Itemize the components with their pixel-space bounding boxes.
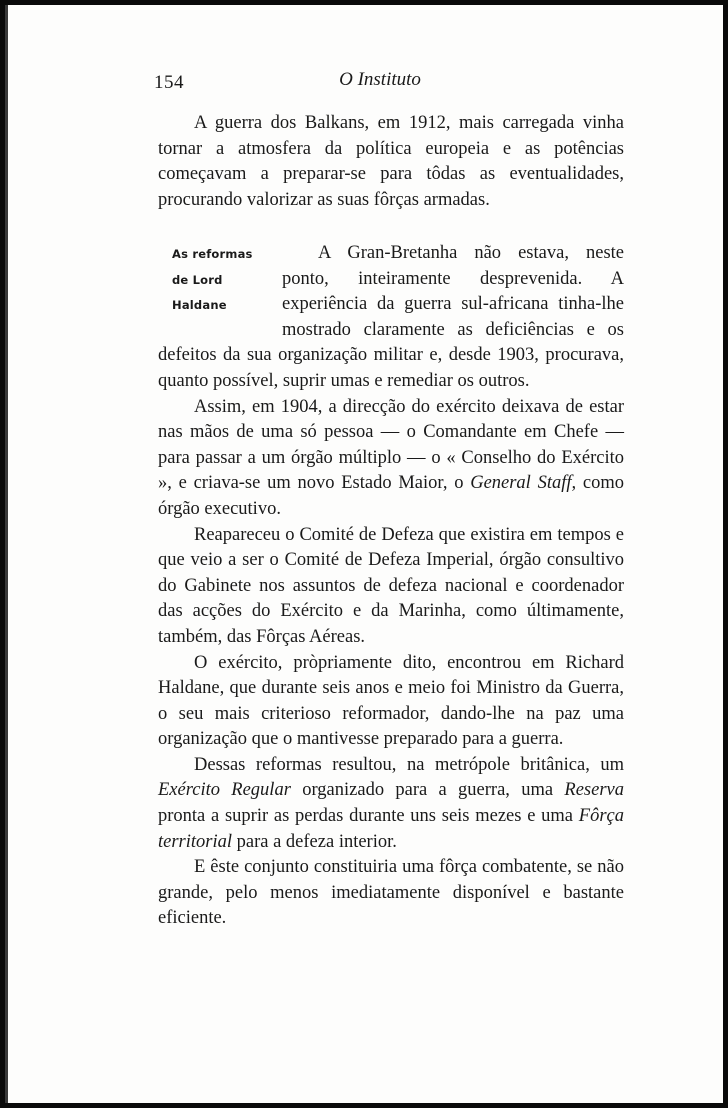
paragraph-conjunto: E êste conjunto constituiria uma fôrça combatente, se não grande, pelo menos imediatamente disponível e bastante eficiente. xyxy=(158,857,624,929)
paragraph-balkans: A guerra dos Balkans, em 1912, mais carregada vinha tornar a atmosfera da política europeia e as potências começavam a preparar-se para tôdas as eventualidades, procurando valorizar as suas fôrças armadas. xyxy=(158,113,624,210)
sidenote-line-2: de Lord Haldane xyxy=(172,272,227,313)
sidenote-line-1: As reformas xyxy=(172,247,253,261)
p6-emphasis-reserva: Reserva xyxy=(564,780,625,801)
p6-text-c: pronta a suprir as perdas durante uns seis mezes e uma xyxy=(158,806,579,827)
p6-text-d: para a defeza interior. xyxy=(232,831,397,852)
paragraph-comite: Reapareceu o Comité de Defeza que existira em tempos e que veio a ser o Comité de Defeza Imperial, órgão consultivo do Gabinete nos assuntos de defeza nacional e coordenador das acções do Exército e da Marinha, como últimamente, também, das Fôrças Aéreas. xyxy=(158,524,624,647)
text-block-intro xyxy=(158,111,624,213)
paragraph-1904 xyxy=(158,395,624,523)
paragraph-reformas xyxy=(158,753,624,855)
p6-text-b: organizado para a guerra, uma xyxy=(290,780,565,801)
p6-text-a: Dessas reformas resultou, na metrópole britânica, um xyxy=(194,754,624,775)
paragraph-gran-bretanha: A Gran-Bretanha não estava, neste ponto, inteiramente desprevenida. A experiência da guerra sul-africana tinha-lhe mostrado claramente as deficiências e os defeitos da sua organização militar e, desde 1903, procurava, quanto possível, suprir umas e remediar os outros. xyxy=(158,243,624,391)
page-number: 154 xyxy=(154,72,184,93)
p6-emphasis-exercito-regular: Exército Regular xyxy=(158,780,291,801)
paragraph-haldane: O exército, pròpriamente dito, encontrou em Richard Haldane, que durante seis anos e meio foi Ministro da Guerra, o seu mais criterioso reformador, dando-lhe na paz uma organização que o mantivesse preparado para a guerra. xyxy=(158,652,624,750)
p3-text-b: como órgão executivo. xyxy=(158,473,624,519)
running-title: O Instituto xyxy=(339,69,421,90)
text-block-main xyxy=(158,241,624,932)
p3-emphasis-general-staff: General Staff, xyxy=(470,473,577,494)
p3-text-a: Assim, em 1904, a direcção do exército deixava de estar nas mãos de uma só pessoa — o Comandante em Chefe — para passar a um órgão múltiplo — o « Conselho do Exército », e criava-se um novo Estado Maior, o xyxy=(158,396,624,494)
sidenote-gap xyxy=(158,241,282,318)
p6-emphasis-forca-territorial: Fôrça territorial xyxy=(158,806,624,852)
